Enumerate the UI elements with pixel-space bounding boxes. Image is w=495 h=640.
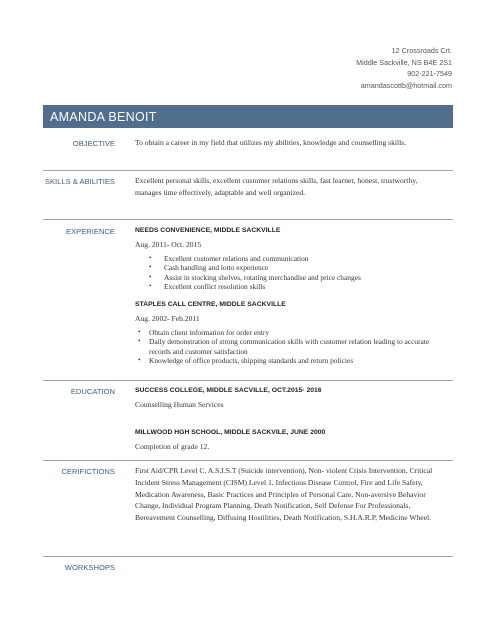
duties-list	[135, 328, 450, 365]
duties-list	[135, 254, 450, 291]
education-heading: EDUCATION	[70, 387, 115, 396]
list-item: • Obtain client information for order entry	[135, 328, 450, 337]
list-item: • Excellent customer relations and communication	[135, 254, 450, 263]
email-address: amandascottb@hotmail.com	[360, 80, 452, 90]
workshops-heading: WORKSHOPS	[64, 563, 115, 572]
objective-text: To obtain a career in my field that utilizes my abilities, knowledge and counselling skills.	[135, 138, 407, 147]
employer-name: NEEDS CONVENIENCE, MIDDLE SACKVILLE	[135, 227, 281, 234]
candidate-name: AMANDA BENOIT	[50, 110, 157, 124]
address-line-1: 12 Crossroads Crt.	[391, 46, 452, 55]
certifications-text: First Aid/CPR Level C, A.S.I.S.T (Suicide intervention), Non- violent Crisis Intervention, Critical Incident Stress Management (CISM) Level 1, Infectious Disease Control, Fire and Life Safety, Medication Awareness, Basic Practices and Principles of Personal Care, Non-aversive Behavior Change, Individual Program Planning, Death Notification, Self Defense For Professionals, Bereavement Counselling, Diffusing Hostilities, Death Notification, S.H.A.R.P, Medicine Wheel.	[135, 466, 433, 523]
list-item: • Cash handling and lotto experience	[135, 263, 450, 272]
employment-dates: Aug. 2002- Feb.2011	[135, 314, 200, 323]
list-item: • Assist in stocking shelves, rotating merchandise and price changes	[135, 273, 450, 282]
objective-heading: OBJECTIVE	[72, 139, 115, 148]
address-line-2: Middle Sackville, NS B4E 2S1	[356, 57, 452, 67]
name-banner	[43, 105, 453, 128]
employment-dates: Aug. 2011- Oct. 2015	[135, 240, 202, 249]
school-name: MILLWOOD HGH SCHOOL, MIDDLE SACKVILE, JUNE 2000	[135, 429, 326, 436]
skills-text: Excellent personal skills, excellent customer relations skills, fast learner, honest, trustworthy, manages time effectively, adaptable and well organized.	[135, 176, 418, 197]
school-name: SUCCESS COLLEGE, MIDDLE SACVILLE, OCT.2015- 2016	[135, 387, 322, 394]
skills-heading: SKILLS & ABILITIES	[44, 177, 115, 186]
section-divider	[43, 219, 453, 220]
experience-heading: EXPERIENCE	[66, 227, 115, 236]
school-detail: Counselling Human Services	[135, 400, 224, 409]
employer-name: STAPLES CALL CENTRE, MIDDLE SACKVILLE	[135, 301, 286, 308]
section-divider	[43, 460, 453, 461]
phone-number: 902-221-7549	[407, 69, 452, 78]
certifications-heading: CERIFICTIONS	[61, 467, 115, 476]
list-item: • Daily demonstration of strong communication skills with customer relation leading to accurate records and customer satisfaction	[135, 337, 450, 356]
school-detail: Completion of grade 12.	[135, 442, 210, 451]
contact-block	[356, 45, 452, 91]
section-divider	[43, 170, 453, 171]
section-divider	[43, 380, 453, 381]
list-item: • Excellent conflict resolution skills	[135, 282, 450, 291]
list-item: • Knowledge of office products, shipping standards and return policies	[135, 356, 450, 365]
section-divider	[43, 556, 453, 557]
